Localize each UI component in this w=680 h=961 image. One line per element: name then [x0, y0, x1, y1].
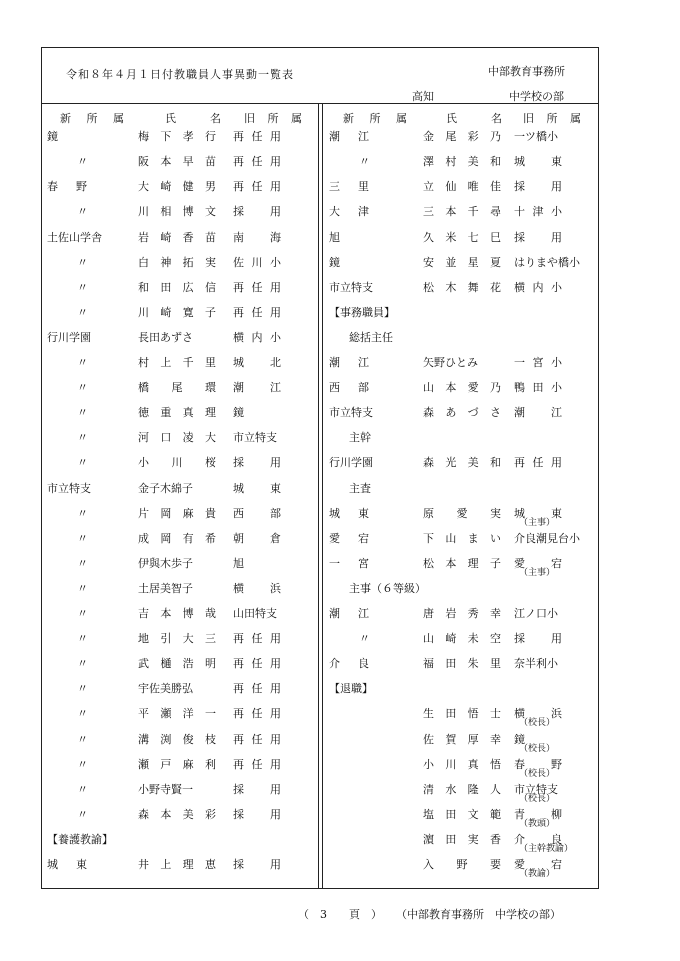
- old-affiliation: 城東: [514, 506, 562, 520]
- staff-name: 武樋浩明: [138, 657, 216, 671]
- old-affiliation: 再任用: [233, 305, 281, 319]
- new-affiliation: 〃: [77, 657, 88, 671]
- new-affiliation: 〃: [77, 682, 88, 696]
- staff-name: 梅下孝行: [138, 130, 216, 144]
- old-affiliation: 横内小: [514, 280, 562, 294]
- category-heading: 主事（６等級）: [349, 581, 426, 595]
- staff-name: 原愛実: [423, 506, 501, 520]
- staff-name: 金子木綿子: [138, 481, 193, 495]
- staff-name: 村上千里: [138, 356, 216, 369]
- office-name: 中部教育事務所: [488, 65, 565, 78]
- staff-name: 澤村美和: [423, 155, 501, 169]
- column-divider: [318, 103, 319, 889]
- staff-name: 久米七巳: [423, 230, 501, 244]
- old-affiliation: 佐川小: [233, 255, 281, 269]
- new-affiliation: 〃: [77, 581, 88, 595]
- new-affiliation: 市立特支: [329, 406, 373, 420]
- old-affiliation: 再任用: [233, 707, 281, 721]
- position-note: （校長）: [519, 768, 556, 779]
- old-affiliation: 市立特支: [233, 431, 277, 445]
- old-affiliation: 旭: [233, 556, 244, 570]
- new-affiliation: 愛宕: [329, 531, 369, 545]
- old-affiliation: 朝倉: [233, 531, 281, 545]
- new-affiliation: 〃: [359, 155, 370, 169]
- staff-name: 徳重真理: [138, 406, 216, 420]
- old-affiliation: 愛宕: [514, 858, 562, 871]
- old-affiliation: はりまや橋小: [514, 255, 580, 269]
- old-affiliation: 再任用: [233, 180, 281, 194]
- old-affiliation: 再任用: [233, 130, 281, 144]
- old-affiliation: 介良潮見台小: [514, 531, 580, 545]
- new-affiliation: 介良: [329, 657, 369, 671]
- old-affiliation: 潮江: [514, 406, 562, 420]
- staff-name: 片岡麻貴: [138, 506, 216, 520]
- old-affiliation: 城東: [514, 155, 562, 169]
- new-affiliation: 市立特支: [329, 280, 373, 294]
- new-affiliation: 潮江: [329, 356, 369, 369]
- category-heading: 【退職】: [329, 682, 373, 696]
- staff-name: 大崎健男: [138, 180, 216, 194]
- staff-name: 松本理子: [423, 556, 501, 570]
- staff-name: 松木舞花: [423, 280, 501, 294]
- new-affiliation: 城東: [47, 858, 87, 871]
- old-affiliation: 横内小: [233, 330, 281, 344]
- old-affiliation: 鴨田小: [514, 381, 562, 395]
- old-affiliation: 採用: [233, 807, 281, 821]
- category-heading: 【養護教諭】: [47, 832, 113, 846]
- staff-name: 三本千尋: [423, 205, 501, 219]
- new-affiliation: 〃: [77, 632, 88, 646]
- new-affiliation: 〃: [77, 431, 88, 445]
- old-affiliation: 採用: [514, 180, 562, 194]
- old-affiliation: 再任用: [233, 682, 281, 696]
- column-header: 新所属: [60, 112, 124, 125]
- category-heading: 主幹: [349, 431, 371, 445]
- old-affiliation: 南海: [233, 230, 281, 244]
- new-affiliation: 〃: [77, 381, 88, 395]
- new-affiliation: 〃: [77, 556, 88, 570]
- new-affiliation: 行川学園: [47, 330, 91, 344]
- staff-name: 入野要: [423, 858, 501, 871]
- column-header: 新所属: [343, 112, 407, 125]
- old-affiliation: 再任用: [233, 732, 281, 746]
- old-affiliation: 再任用: [233, 657, 281, 671]
- old-affiliation: 鏡: [514, 732, 525, 746]
- new-affiliation: 城東: [329, 506, 369, 520]
- staff-name: 吉本博哉: [138, 607, 216, 620]
- old-affiliation: 一宮小: [514, 356, 562, 369]
- staff-name: 平瀬洋一: [138, 707, 216, 721]
- position-note: （教頭）: [519, 818, 556, 829]
- category-heading: 主査: [349, 481, 371, 495]
- staff-name: 白神拓実: [138, 255, 216, 269]
- new-affiliation: 〃: [77, 280, 88, 294]
- staff-name: 立仙唯佳: [423, 180, 501, 194]
- new-affiliation: 〃: [77, 356, 88, 369]
- old-affiliation: 採用: [514, 632, 562, 646]
- new-affiliation: 潮江: [329, 130, 369, 144]
- old-affiliation: 江ノ口小: [514, 607, 558, 620]
- staff-name: 阪本早苗: [138, 155, 216, 169]
- position-note: （校長）: [519, 743, 556, 754]
- old-affiliation: 再任用: [514, 456, 562, 470]
- staff-name: 土居美智子: [138, 581, 193, 595]
- old-affiliation: 一ツ橋小: [514, 130, 558, 144]
- staff-name: 濵田実香: [423, 832, 501, 846]
- new-affiliation: 〃: [77, 506, 88, 520]
- staff-name: 佐賀厚幸: [423, 732, 501, 746]
- staff-name: 伊與木歩子: [138, 556, 193, 570]
- old-affiliation: 市立特支: [514, 782, 558, 796]
- staff-name: 川相博文: [138, 205, 216, 219]
- new-affiliation: 〃: [77, 607, 88, 620]
- old-affiliation: 春野: [514, 757, 562, 771]
- old-affiliation: 横浜: [233, 581, 281, 595]
- column-header: 氏名: [446, 112, 502, 125]
- new-affiliation: 〃: [77, 406, 88, 420]
- old-affiliation: 採用: [233, 782, 281, 796]
- staff-name: 下山まい: [423, 531, 501, 545]
- staff-name: 川崎寛子: [138, 305, 216, 319]
- new-affiliation: 一宮: [329, 556, 369, 570]
- position-note: （主幹教諭）: [519, 843, 574, 854]
- staff-name: 唐岩秀幸: [423, 607, 501, 620]
- region-name: 高知: [412, 90, 434, 103]
- staff-name: 安並星夏: [423, 255, 501, 269]
- old-affiliation: 採用: [514, 230, 562, 244]
- footer-office: （中部教育事務所 中学校の部）: [396, 908, 561, 921]
- new-affiliation: 大津: [329, 205, 369, 219]
- new-affiliation: 旭: [329, 230, 340, 244]
- staff-name: 和田広信: [138, 280, 216, 294]
- position-note: （主事）: [519, 517, 556, 528]
- staff-name: 小川桜: [138, 456, 216, 470]
- staff-name: 瀬戸麻利: [138, 757, 216, 771]
- new-affiliation: 〃: [77, 732, 88, 746]
- new-affiliation: 市立特支: [47, 481, 91, 495]
- new-affiliation: 〃: [77, 531, 88, 545]
- old-affiliation: 再任用: [233, 632, 281, 646]
- old-affiliation: 奈半利小: [514, 657, 558, 671]
- staff-name: 山崎未空: [423, 632, 501, 646]
- column-header: 旧所属: [244, 112, 302, 125]
- new-affiliation: 鏡: [47, 130, 58, 144]
- new-affiliation: 潮江: [329, 607, 369, 620]
- new-affiliation: 〃: [77, 757, 88, 771]
- old-affiliation: 城東: [233, 481, 281, 495]
- staff-name: 矢野ひとみ: [423, 356, 478, 369]
- position-note: （主事）: [519, 567, 556, 578]
- staff-name: 溝渕俊枝: [138, 732, 216, 746]
- position-note: （校長）: [519, 793, 556, 804]
- new-affiliation: 〃: [77, 456, 88, 470]
- section-name: 中学校の部: [509, 90, 564, 103]
- new-affiliation: 〃: [77, 155, 88, 169]
- position-note: （校長）: [519, 718, 556, 729]
- new-affiliation: 〃: [77, 205, 88, 219]
- staff-name: 森光美和: [423, 456, 501, 470]
- category-heading: 【事務職員】: [329, 305, 395, 319]
- document-title: 令和８年４月１日付教職員人事異動一覧表: [66, 68, 294, 81]
- new-affiliation: 〃: [359, 632, 370, 646]
- old-affiliation: 潮江: [233, 381, 281, 395]
- staff-name: 成岡有希: [138, 531, 216, 545]
- page-number: （ 3 頁 ）: [298, 908, 382, 921]
- old-affiliation: 採用: [233, 205, 281, 219]
- old-affiliation: 採用: [233, 456, 281, 470]
- staff-name: 山本愛乃: [423, 381, 501, 395]
- staff-name: 森本美彩: [138, 807, 216, 821]
- new-affiliation: 鏡: [329, 255, 340, 269]
- new-affiliation: 西部: [329, 381, 369, 395]
- staff-name: 福田朱里: [423, 657, 501, 671]
- old-affiliation: 再任用: [233, 757, 281, 771]
- new-affiliation: 春野: [47, 180, 87, 194]
- staff-name: 長田あずさ: [138, 330, 193, 344]
- old-affiliation: 再任用: [233, 280, 281, 294]
- staff-name: 森あづさ: [423, 406, 501, 420]
- new-affiliation: 〃: [77, 255, 88, 269]
- staff-name: 生田悟士: [423, 707, 501, 721]
- staff-name: 塩田文範: [423, 807, 501, 821]
- staff-name: 橋尾環: [138, 381, 216, 395]
- old-affiliation: 介良: [514, 832, 562, 846]
- staff-name: 清水隆人: [423, 782, 501, 796]
- old-affiliation: 山田特支: [233, 607, 277, 620]
- old-affiliation: 採用: [233, 858, 281, 871]
- staff-name: 小川真悟: [423, 757, 501, 771]
- column-header: 氏名: [165, 112, 221, 125]
- staff-name: 河口凌大: [138, 431, 216, 445]
- old-affiliation: 再任用: [233, 155, 281, 169]
- staff-name: 井上理恵: [138, 858, 216, 871]
- new-affiliation: 行川学園: [329, 456, 373, 470]
- old-affiliation: 横浜: [514, 707, 562, 721]
- position-note: （教諭）: [519, 869, 556, 879]
- old-affiliation: 城北: [233, 356, 281, 369]
- new-affiliation: 〃: [77, 782, 88, 796]
- staff-name: 小野寺賢一: [138, 782, 193, 796]
- category-heading: 総括主任: [349, 330, 393, 344]
- new-affiliation: 〃: [77, 707, 88, 721]
- staff-name: 岩崎香苗: [138, 230, 216, 244]
- old-affiliation: 西部: [233, 506, 281, 520]
- staff-name: 地引大三: [138, 632, 216, 646]
- staff-name: 金尾彩乃: [423, 130, 501, 144]
- new-affiliation: 〃: [77, 807, 88, 821]
- column-divider: [322, 103, 323, 889]
- old-affiliation: 十津小: [514, 205, 562, 219]
- old-affiliation: 愛宕: [514, 556, 562, 570]
- new-affiliation: 〃: [77, 305, 88, 319]
- column-header: 旧所属: [523, 112, 581, 125]
- new-affiliation: 三里: [329, 180, 369, 194]
- old-affiliation: 鏡: [233, 406, 244, 420]
- new-affiliation: 土佐山学舎: [47, 230, 102, 244]
- staff-name: 宇佐美勝弘: [138, 682, 193, 696]
- old-affiliation: 青柳: [514, 807, 562, 821]
